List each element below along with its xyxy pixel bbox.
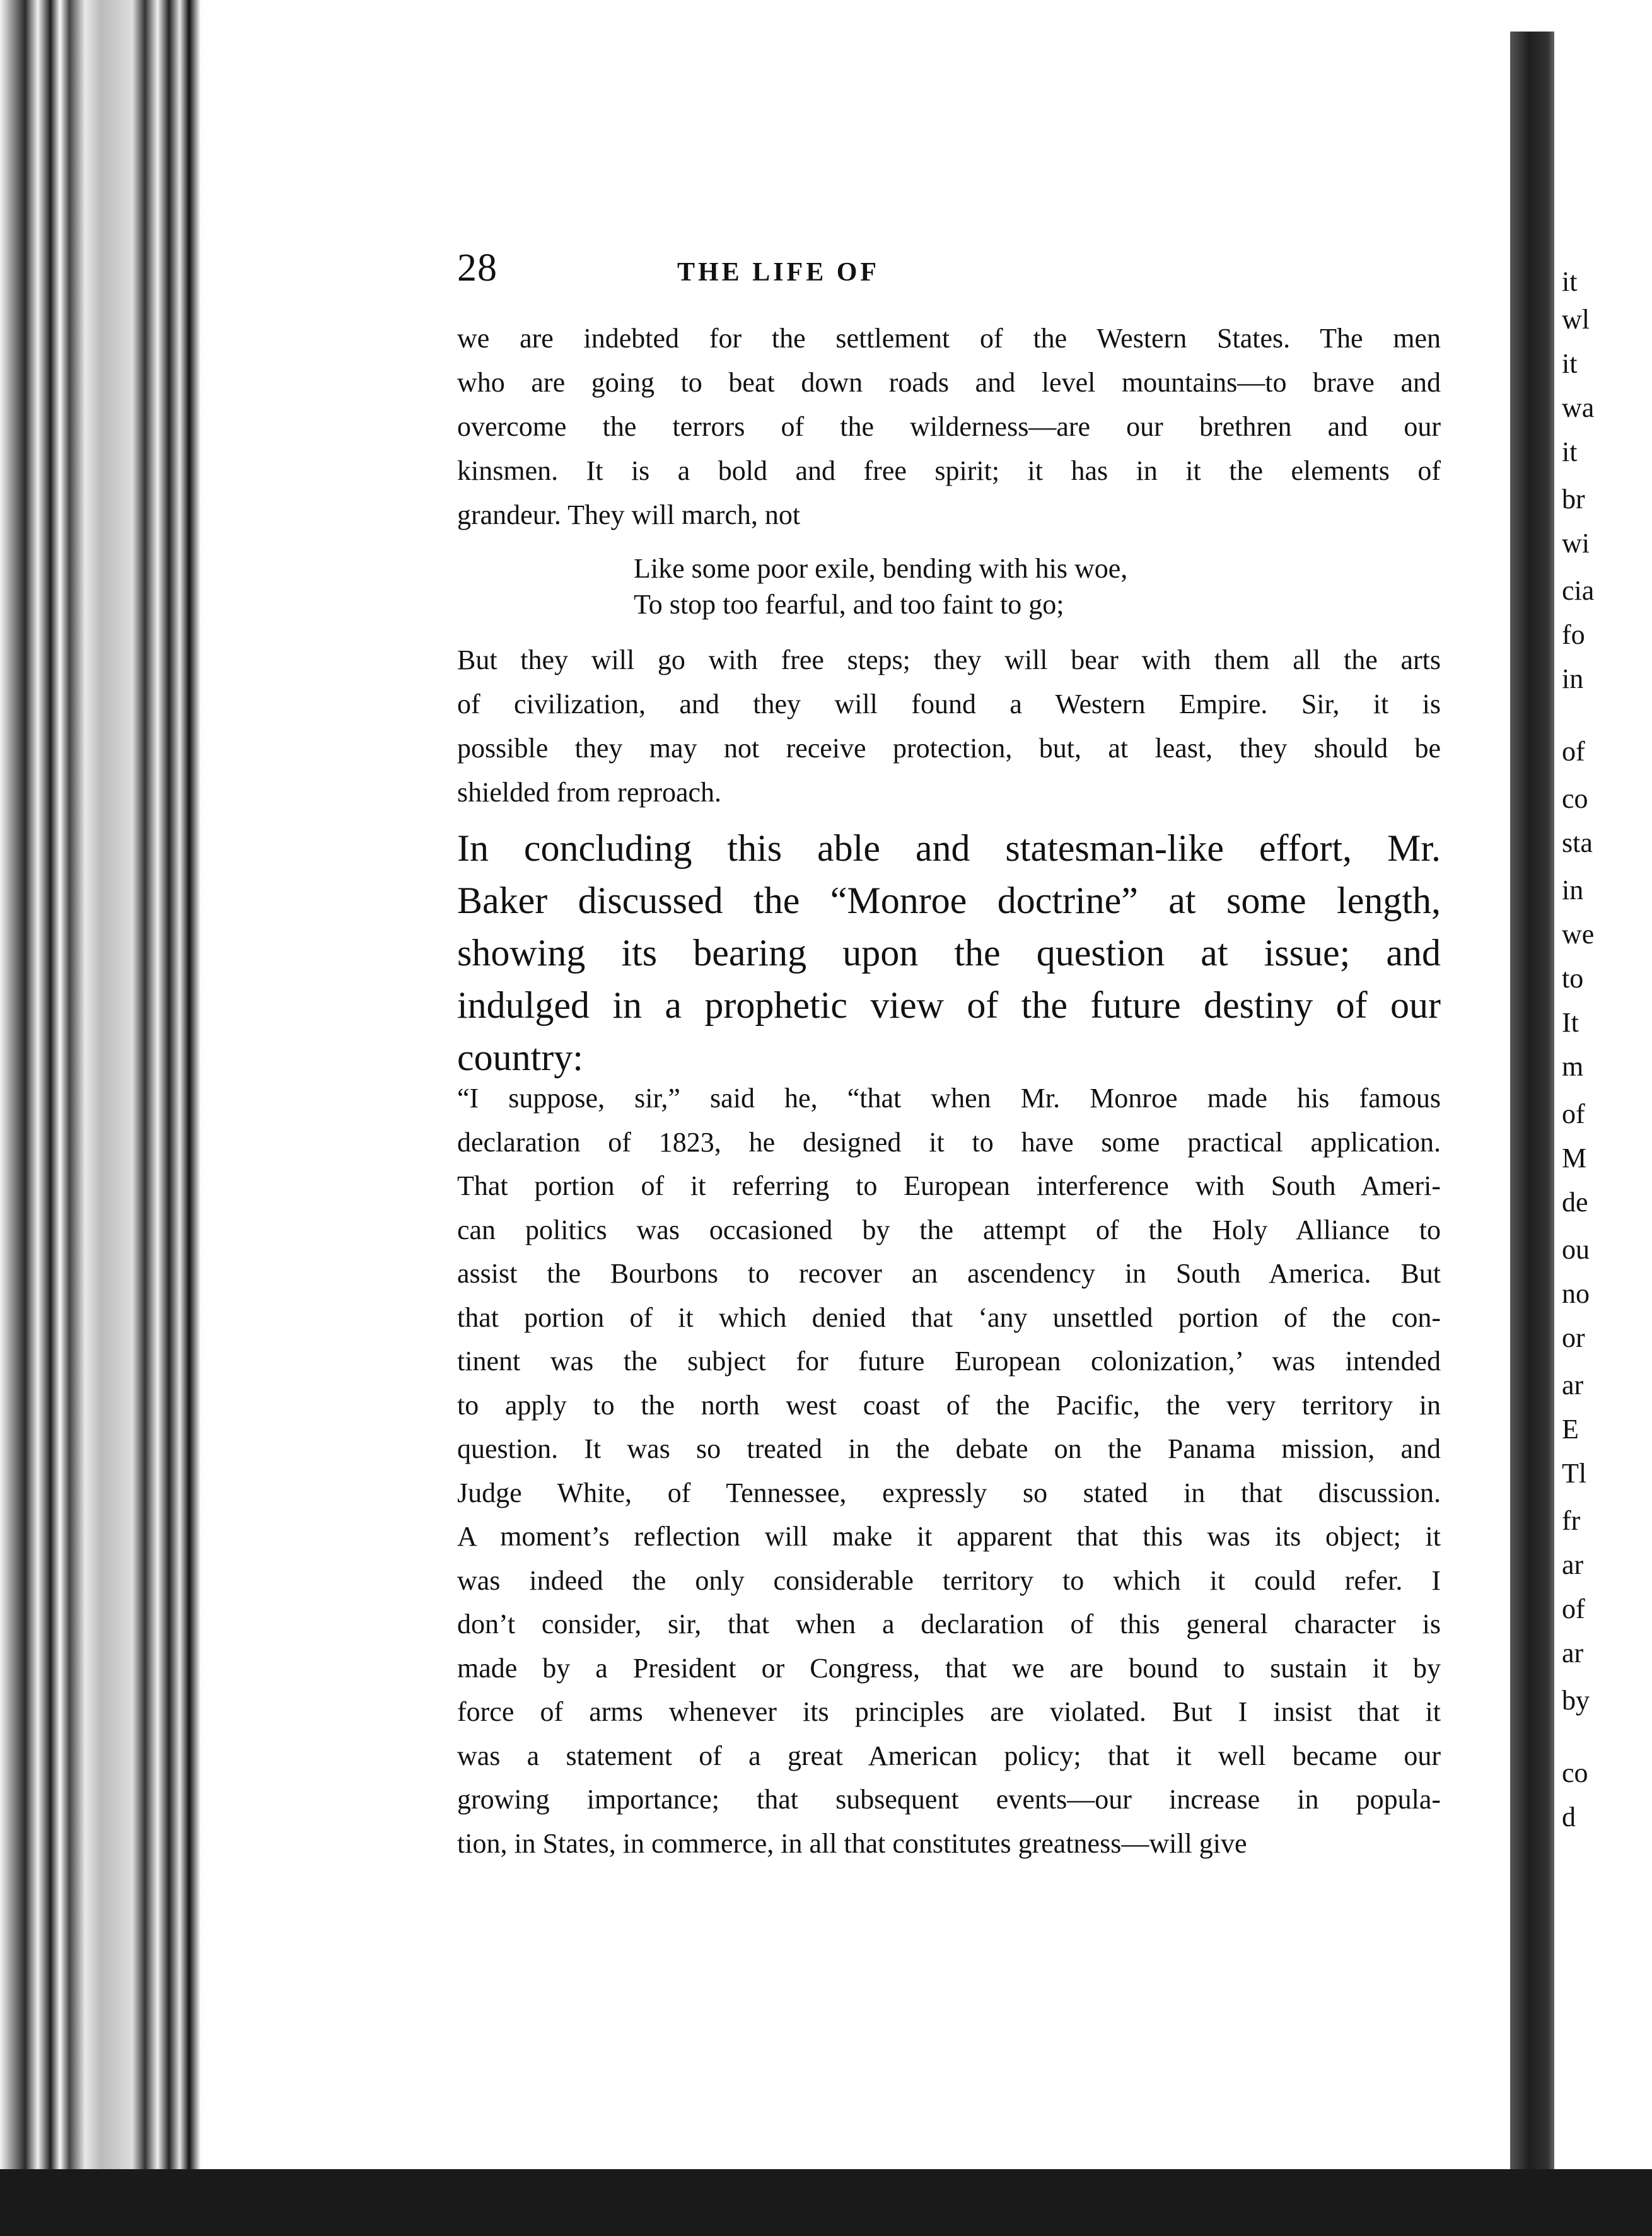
facing-page-fragment: E <box>1562 1414 1579 1445</box>
facing-page-fragment: M <box>1562 1143 1587 1173</box>
quoted-text-line: possible they may not receive protection, but, at least, they should be <box>457 733 1441 764</box>
facing-page-fragment: in <box>1562 875 1584 905</box>
page-gutter <box>1510 32 1554 2169</box>
speech-line: A moment’s reflection will make it apparent that this was its object; it <box>457 1521 1441 1552</box>
quoted-text-line: of civilization, and they will found a Western Empire. Sir, it is <box>457 689 1441 719</box>
speech-line: “I suppose, sir,” said he, “that when Mr. Monroe made his famous <box>457 1083 1441 1114</box>
speech-line: was indeed the only considerable territory to which it could refer. I <box>457 1564 1441 1596</box>
speech-line: Judge White, of Tennessee, expressly so stated in that discussion. <box>457 1477 1441 1508</box>
facing-page-fragment: of <box>1562 1098 1585 1129</box>
verse-line: Like some poor exile, bending with his woe, <box>634 553 1128 584</box>
quoted-text-line: But they will go with free steps; they will bear with them all the arts <box>457 644 1441 675</box>
speech-line: tion, in States, in commerce, in all that constitutes greatness—will give <box>457 1827 1247 1859</box>
speech-line: growing importance; that subsequent events—our increase in popula- <box>457 1784 1441 1815</box>
facing-page-fragment: cia <box>1562 575 1595 606</box>
facing-page-fragment: it <box>1562 348 1578 379</box>
facing-page-fragment: of <box>1562 736 1585 767</box>
narrative-line: In concluding this able and statesman-like effort, Mr. <box>457 827 1441 869</box>
speech-line: tinent was the subject for future European colonization,’ was intended <box>457 1346 1441 1377</box>
facing-page-fragment: ar <box>1562 1370 1584 1400</box>
quoted-text-line: shielded from reproach. <box>457 777 722 808</box>
facing-page-fragment: ou <box>1562 1234 1590 1265</box>
facing-page-fragment: no <box>1562 1278 1590 1309</box>
narrative-line: showing its bearing upon the question at issue; and <box>457 932 1441 974</box>
facing-page-fragment: in <box>1562 663 1584 694</box>
facing-page-fragment: of <box>1562 1593 1585 1624</box>
quoted-text-line: we are indebted for the settlement of the Western States. The men <box>457 323 1441 354</box>
speech-line: don’t consider, sir, that when a declaration of this general character is <box>457 1609 1441 1639</box>
facing-page-fragment: it <box>1562 266 1578 297</box>
quoted-text-line: kinsmen. It is a bold and free spirit; it has in it the elements of <box>457 455 1441 486</box>
scan-bottom-edge <box>0 2169 1652 2236</box>
verse-line: To stop too fearful, and too faint to go; <box>634 589 1064 620</box>
facing-page-fragment: br <box>1562 484 1585 515</box>
facing-page-fragment: ar <box>1562 1549 1584 1580</box>
facing-page-fragment: co <box>1562 783 1588 814</box>
facing-page-fragment: Tl <box>1562 1458 1587 1489</box>
speech-line: That portion of it referring to European interference with South Ameri- <box>457 1170 1441 1201</box>
quoted-text-line: grandeur. They will march, not <box>457 499 801 530</box>
speech-line: to apply to the north west coast of the Pacific, the very territory in <box>457 1389 1441 1421</box>
speech-line: made by a President or Congress, that we are bound to sustain it by <box>457 1652 1441 1684</box>
facing-page-fragment: ar <box>1562 1638 1584 1668</box>
narrative-line: indulged in a prophetic view of the future destiny of our <box>457 984 1441 1026</box>
speech-line: that portion of it which denied that ‘any unsettled portion of the con- <box>457 1301 1441 1333</box>
speech-line: assist the Bourbons to recover an ascendency in South America. But <box>457 1258 1441 1289</box>
speech-line: force of arms whenever its principles are violated. But I insist that it <box>457 1696 1441 1727</box>
facing-page-fragment: it <box>1562 436 1578 467</box>
page-number: 28 <box>457 247 497 289</box>
facing-page-fragment: m <box>1562 1051 1584 1082</box>
book-spine-edge <box>0 0 208 2236</box>
narrative-line: country: <box>457 1037 583 1078</box>
facing-page-edge <box>1554 32 1652 2169</box>
facing-page-fragment: It <box>1562 1007 1579 1038</box>
running-head <box>457 246 880 291</box>
running-title: THE LIFE OF <box>677 258 880 287</box>
facing-page-fragment: we <box>1562 919 1595 950</box>
facing-page-fragment: wa <box>1562 392 1595 423</box>
quoted-text-line: overcome the terrors of the wilderness—are our brethren and our <box>457 411 1441 442</box>
facing-page-fragment: fr <box>1562 1505 1581 1536</box>
facing-page-fragment: fo <box>1562 619 1585 650</box>
speech-line: question. It was so treated in the debate on the Panama mission, and <box>457 1433 1441 1464</box>
quoted-text-line: who are going to beat down roads and level mountains—to brave and <box>457 367 1441 398</box>
facing-page-fragment: wi <box>1562 528 1590 559</box>
facing-page-fragment: wl <box>1562 304 1590 335</box>
facing-page-fragment: by <box>1562 1685 1590 1716</box>
facing-page-fragment: or <box>1562 1322 1585 1353</box>
facing-page-fragment: de <box>1562 1187 1588 1218</box>
facing-page-fragment: d <box>1562 1802 1576 1832</box>
facing-page-fragment: to <box>1562 963 1584 994</box>
speech-line: was a statement of a great American policy; that it well became our <box>457 1740 1441 1771</box>
speech-line: declaration of 1823, he designed it to have some practical application. <box>457 1126 1441 1158</box>
speech-line: can politics was occasioned by the attempt of the Holy Alliance to <box>457 1214 1441 1245</box>
facing-page-fragment: co <box>1562 1757 1588 1788</box>
facing-page-fragment: sta <box>1562 827 1593 858</box>
narrative-line: Baker discussed the “Monroe doctrine” at some length, <box>457 880 1441 921</box>
